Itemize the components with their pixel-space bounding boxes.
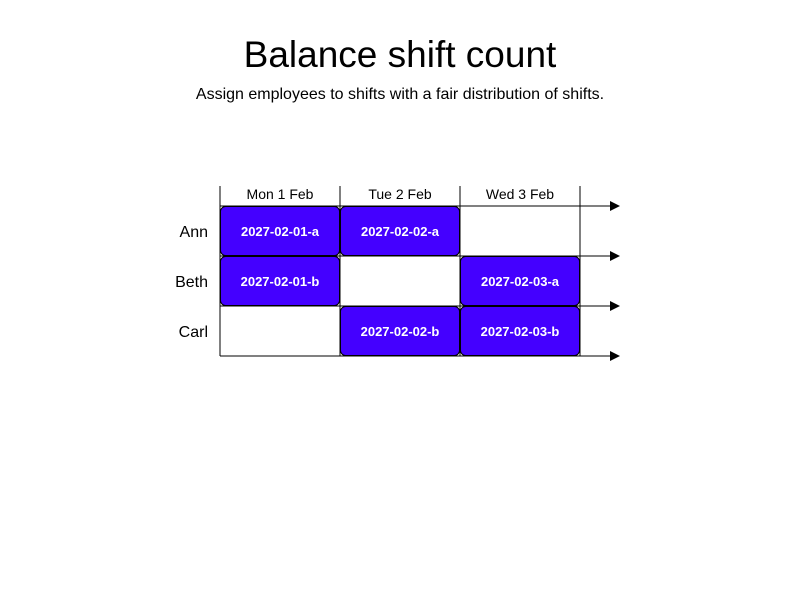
arrowhead-icon bbox=[610, 351, 620, 361]
arrowhead-icon bbox=[610, 301, 620, 311]
arrowhead-icon bbox=[610, 251, 620, 261]
employee-label: Ann bbox=[179, 224, 208, 241]
shift-label: 2027-02-01-a bbox=[240, 224, 320, 239]
page-title: Balance shift count bbox=[243, 34, 557, 75]
employee-label: Beth bbox=[175, 274, 208, 291]
page-subtitle: Assign employees to shifts with a fair distribution of shifts. bbox=[195, 86, 605, 103]
employee-label: Carl bbox=[178, 324, 208, 341]
shift-label: 2027-02-01-b bbox=[240, 274, 320, 289]
day-label: Mon 1 Feb bbox=[246, 186, 314, 202]
day-label: Wed 3 Feb bbox=[485, 186, 555, 202]
day-label: Tue 2 Feb bbox=[368, 186, 432, 202]
shift-label: 2027-02-03-b bbox=[480, 324, 560, 339]
shift-label: 2027-02-02-b bbox=[360, 324, 440, 339]
shift-label: 2027-02-03-a bbox=[480, 274, 560, 289]
shift-label: 2027-02-02-a bbox=[360, 224, 440, 239]
arrowhead-icon bbox=[610, 201, 620, 211]
